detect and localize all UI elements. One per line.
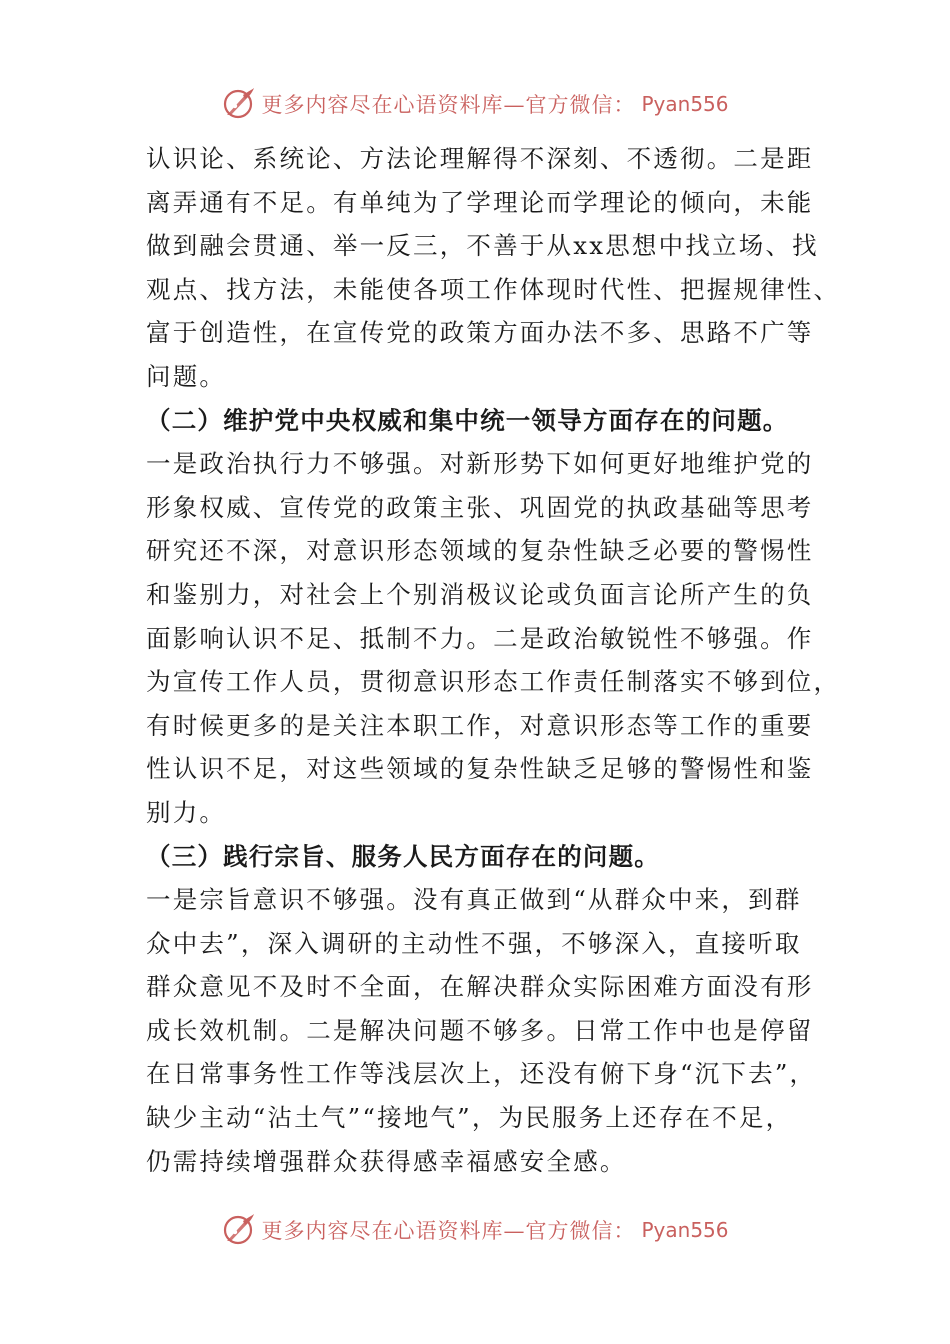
text-line: 群众意见不及时不全面，在解决群众实际困难方面没有形 xyxy=(146,972,814,1002)
text-line: 成长效机制。二是解决问题不够多。日常工作中也是停留 xyxy=(146,1015,814,1045)
watermark-text: 更多内容尽在心语资料库—官方微信： xyxy=(261,93,636,117)
text-line: 在日常事务性工作等浅层次上，还没有俯下身“沉下去”， xyxy=(146,1059,817,1089)
text-line: 研究还不深，对意识形态领域的复杂性缺乏必要的警惕性 xyxy=(146,536,814,566)
footer-watermark xyxy=(0,1208,950,1252)
text-line: 一是政治执行力不够强。对新形势下如何更好地维护党的 xyxy=(146,449,814,479)
text-line: 和鉴别力，对社会上个别消极议论或负面言论所产生的负 xyxy=(146,579,814,609)
watermark-text: 更多内容尽在心语资料库—官方微信： xyxy=(261,1219,636,1243)
text-line: 性认识不足，对这些领域的复杂性缺乏足够的警惕性和鉴 xyxy=(146,754,814,784)
text-line: 做到融会贯通、举一反三，不善于从xx思想中找立场、找 xyxy=(146,231,819,261)
watermark-handle: Pyan556 xyxy=(641,1218,729,1242)
text-line: 众中去”，深入调研的主动性不强，不够深入，直接听取 xyxy=(146,928,802,958)
header-watermark xyxy=(0,82,950,126)
section-heading-3: （三）践行宗旨、服务人民方面存在的问题。 xyxy=(146,841,660,871)
text-line: 仍需持续增强群众获得感幸福感安全感。 xyxy=(146,1146,627,1176)
quill-pen-logo-icon xyxy=(221,1213,255,1247)
text-line: 观点、找方法，未能使各项工作体现时代性、把握规律性、 xyxy=(146,274,841,304)
text-line: 面影响认识不足、抵制不力。二是政治敏锐性不够强。作 xyxy=(146,623,814,653)
text-line: 富于创造性，在宣传党的政策方面办法不多、思路不广等 xyxy=(146,318,814,348)
text-line: 为宣传工作人员，贯彻意识形态工作责任制落实不够到位， xyxy=(146,667,841,697)
section-heading-2: （二）维护党中央权威和集中统一领导方面存在的问题。 xyxy=(146,405,789,435)
text-line: 有时候更多的是关注本职工作，对意识形态等工作的重要 xyxy=(146,710,814,740)
quill-pen-logo-icon xyxy=(221,87,255,121)
watermark-handle: Pyan556 xyxy=(641,92,729,116)
text-line: 问题。 xyxy=(146,361,227,391)
text-line: 离弄通有不足。有单纯为了学理论而学理论的倾向，未能 xyxy=(146,187,814,217)
text-line: 一是宗旨意识不够强。没有真正做到“从群众中来，到群 xyxy=(146,885,802,915)
text-line: 形象权威、宣传党的政策主张、巩固党的执政基础等思考 xyxy=(146,492,814,522)
text-line: 认识论、系统论、方法论理解得不深刻、不透彻。二是距 xyxy=(146,144,814,173)
text-line: 别力。 xyxy=(146,797,227,827)
document-body xyxy=(146,137,841,1183)
text-line: 缺少主动“沾土气”“接地气”，为民服务上还存在不足， xyxy=(146,1103,793,1133)
